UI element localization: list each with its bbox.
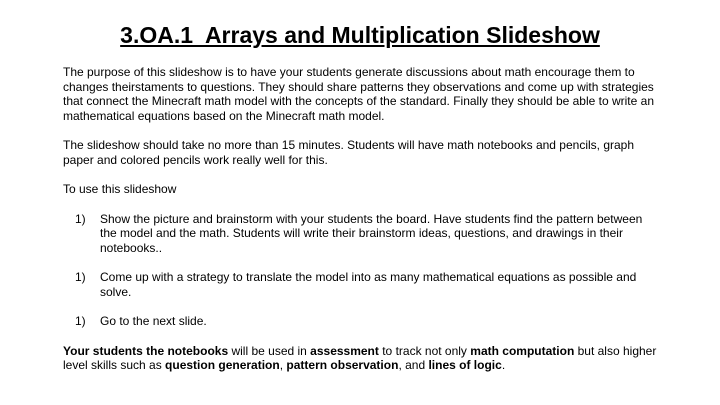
list-intro-text: To use this slideshow xyxy=(63,182,177,196)
footer-run: Your students the notebooks xyxy=(63,343,229,358)
step-number: 1) xyxy=(75,314,86,328)
step-item xyxy=(63,212,658,256)
step-number: 1) xyxy=(75,211,86,226)
footer-run: lines of logic xyxy=(428,358,502,372)
step-text: Come up with a strategy to translate the model into as many mathematical equations as possible and solve. xyxy=(100,270,637,299)
step-number: 1) xyxy=(75,270,86,284)
footer-run: but also higher level skills such as xyxy=(63,343,657,372)
timing-paragraph: The slideshow should take no more than 15 minutes. Students will have math notebooks and pencils, graph paper and colored pencils work really well for this. xyxy=(63,138,635,167)
intro-paragraph: The purpose of this slideshow is to have your students generate discussions about math encourage them to changes theirstaments to questions. They should share patterns they observations and come up with strategies that connect the Minecraft math model with the concepts of the standard. Finally they should be able to write an mathematical equations based on the Minecraft math model. xyxy=(63,65,654,123)
footer-run: question generation xyxy=(165,358,280,372)
footer-run: , and xyxy=(398,358,429,372)
step-text: Go to the next slide. xyxy=(100,314,207,328)
footer-run: , xyxy=(279,358,287,372)
footer-run: will be used in xyxy=(228,343,311,358)
step-item xyxy=(63,270,658,299)
footer-run: assessment xyxy=(310,343,379,358)
step-text: Show the picture and brainstorm with your students the board. Have students find the pattern between the model and the math. Students will write their brainstorm ideas, questions, and drawings in their notebooks.. xyxy=(100,211,643,255)
footer-paragraph xyxy=(63,344,658,373)
step-item xyxy=(63,314,658,329)
footer-run: pattern observation xyxy=(286,358,399,372)
footer-run: . xyxy=(501,358,506,372)
slide-title: 3.OA.1 Arrays and Multiplication Slideshow xyxy=(120,22,600,48)
footer-run: math computation xyxy=(470,343,575,358)
footer-run: to track not only xyxy=(378,343,471,358)
slide-body xyxy=(63,65,658,373)
